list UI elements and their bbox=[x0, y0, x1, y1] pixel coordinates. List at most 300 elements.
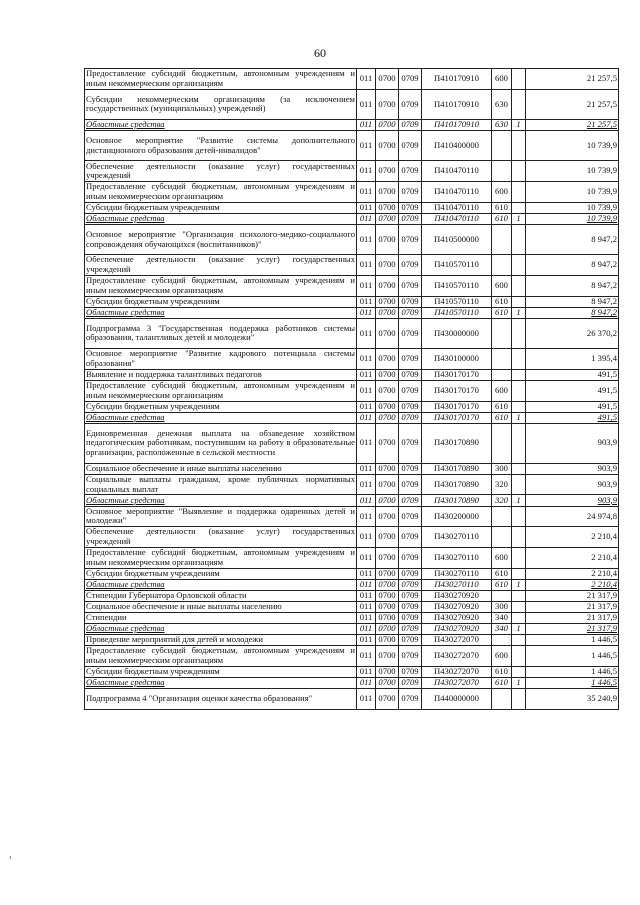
subsection-code: 0709 bbox=[399, 423, 422, 463]
subsection-code: 0709 bbox=[399, 463, 422, 474]
row-name: Предоставление субсидий бюджетным, автономным учреждениям и иным некоммерческим организациям bbox=[86, 547, 355, 567]
amount-value: 8 947,2 bbox=[526, 275, 619, 296]
target-article-code: П430270920 bbox=[422, 590, 492, 601]
amount-value: 1 395,4 bbox=[526, 349, 619, 370]
target-article-code: П430272070 bbox=[422, 635, 492, 646]
ministry-code: 011 bbox=[357, 131, 376, 161]
section-code: 0700 bbox=[376, 401, 399, 412]
amount-value: 1 446,5 bbox=[526, 635, 619, 646]
subsection-code: 0709 bbox=[399, 495, 422, 506]
ministry-code: 011 bbox=[357, 202, 376, 213]
section-code: 0700 bbox=[376, 161, 399, 182]
funding-source-code bbox=[512, 131, 526, 161]
table-row bbox=[85, 307, 619, 318]
amount-value: 2 210,4 bbox=[526, 568, 619, 579]
section-code: 0700 bbox=[376, 307, 399, 318]
target-article-code: П430270110 bbox=[422, 527, 492, 548]
funding-source-code bbox=[512, 646, 526, 667]
table-row bbox=[85, 547, 619, 568]
amount-value: 21 257,5 bbox=[526, 69, 619, 90]
row-name: Обеспечение деятельности (оказание услуг) государственных учреждений bbox=[86, 526, 355, 547]
amount-value: 10 739,9 bbox=[526, 202, 619, 213]
section-code: 0700 bbox=[376, 527, 399, 548]
subsection-code: 0709 bbox=[399, 213, 422, 224]
target-article-code: П410400000 bbox=[422, 131, 492, 161]
amount-value: 21 317,9 bbox=[526, 612, 619, 623]
row-name: Областные средства bbox=[85, 412, 357, 423]
subsection-code: 0709 bbox=[399, 255, 422, 276]
page-number: 60 bbox=[314, 46, 326, 60]
amount-value: 903,9 bbox=[526, 474, 619, 495]
table-row bbox=[85, 590, 619, 601]
expense-type-code: 340 bbox=[492, 624, 512, 635]
expense-type-code: 600 bbox=[492, 275, 512, 296]
table-row bbox=[85, 635, 619, 646]
row-name: Стипендии Губернатора Орловской области bbox=[85, 590, 357, 601]
target-article-code: П430272070 bbox=[422, 646, 492, 667]
funding-source-code bbox=[512, 568, 526, 579]
table-row bbox=[85, 423, 619, 463]
ministry-code: 011 bbox=[357, 474, 376, 495]
expense-type-code: 610 bbox=[492, 412, 512, 423]
target-article-code: П430170170 bbox=[422, 380, 492, 401]
expense-type-code: 610 bbox=[492, 568, 512, 579]
section-code: 0700 bbox=[376, 202, 399, 213]
expense-type-code bbox=[492, 255, 512, 276]
table-row bbox=[85, 349, 619, 370]
subsection-code: 0709 bbox=[399, 506, 422, 527]
subsection-code: 0709 bbox=[399, 401, 422, 412]
funding-source-code: 1 bbox=[512, 624, 526, 635]
ministry-code: 011 bbox=[357, 463, 376, 474]
ministry-code: 011 bbox=[357, 527, 376, 548]
ministry-code: 011 bbox=[357, 318, 376, 348]
expense-type-code bbox=[492, 423, 512, 463]
table-row bbox=[85, 318, 619, 348]
budget-table-body bbox=[85, 69, 619, 710]
amount-value: 10 739,9 bbox=[526, 213, 619, 224]
subsection-code: 0709 bbox=[399, 612, 422, 623]
funding-source-code: 1 bbox=[512, 119, 526, 130]
subsection-code: 0709 bbox=[399, 89, 422, 119]
section-code: 0700 bbox=[376, 568, 399, 579]
row-name: Основное мероприятие "Развитие кадрового потенциала системы образования" bbox=[86, 348, 355, 368]
target-article-code: П430270110 bbox=[422, 568, 492, 579]
row-name: Областные средства bbox=[85, 119, 357, 130]
expense-type-code: 630 bbox=[492, 119, 512, 130]
expense-type-code: 600 bbox=[492, 69, 512, 90]
target-article-code: П430200000 bbox=[422, 506, 492, 527]
row-name: Субсидии бюджетным учреждениям bbox=[85, 202, 357, 213]
funding-source-code: 1 bbox=[512, 412, 526, 423]
target-article-code: П440000000 bbox=[422, 689, 492, 710]
target-article-code: П430270110 bbox=[422, 547, 492, 568]
table-row bbox=[85, 380, 619, 401]
subsection-code: 0709 bbox=[399, 474, 422, 495]
target-article-code: П410170910 bbox=[422, 119, 492, 130]
ministry-code: 011 bbox=[357, 579, 376, 590]
row-name: Субсидии бюджетным учреждениям bbox=[85, 666, 357, 677]
target-article-code: П430272070 bbox=[422, 678, 492, 689]
subsection-code: 0709 bbox=[399, 380, 422, 401]
table-row bbox=[85, 463, 619, 474]
amount-value: 10 739,9 bbox=[526, 161, 619, 182]
section-code: 0700 bbox=[376, 69, 399, 90]
expense-type-code: 600 bbox=[492, 547, 512, 568]
target-article-code: П430100000 bbox=[422, 349, 492, 370]
expense-type-code: 600 bbox=[492, 646, 512, 667]
funding-source-code bbox=[512, 89, 526, 119]
table-row bbox=[85, 69, 619, 90]
table-row bbox=[85, 579, 619, 590]
row-name: Субсидии некоммерческим организациям (за исключением государственных (муниципальных) учреждений) bbox=[85, 89, 357, 119]
ministry-code: 011 bbox=[357, 601, 376, 612]
table-row bbox=[85, 678, 619, 689]
subsection-code: 0709 bbox=[399, 635, 422, 646]
expense-type-code bbox=[492, 131, 512, 161]
table-row bbox=[85, 666, 619, 677]
target-article-code: П410170910 bbox=[422, 89, 492, 119]
section-code: 0700 bbox=[376, 646, 399, 667]
ministry-code: 011 bbox=[357, 275, 376, 296]
section-code: 0700 bbox=[376, 678, 399, 689]
section-code: 0700 bbox=[376, 318, 399, 348]
subsection-code: 0709 bbox=[399, 624, 422, 635]
subsection-code: 0709 bbox=[399, 131, 422, 161]
amount-value: 21 317,9 bbox=[526, 624, 619, 635]
expense-type-code: 610 bbox=[492, 296, 512, 307]
amount-value: 2 210,4 bbox=[526, 579, 619, 590]
row-name: Областные средства bbox=[85, 307, 357, 318]
ministry-code: 011 bbox=[357, 547, 376, 568]
expense-type-code bbox=[492, 527, 512, 548]
section-code: 0700 bbox=[376, 689, 399, 710]
target-article-code: П430270920 bbox=[422, 601, 492, 612]
target-article-code: П410470110 bbox=[422, 202, 492, 213]
table-row bbox=[85, 646, 619, 667]
target-article-code: П410470110 bbox=[422, 182, 492, 203]
subsection-code: 0709 bbox=[399, 369, 422, 380]
funding-source-code: 1 bbox=[512, 678, 526, 689]
row-name: Социальное обеспечение и иные выплаты населению bbox=[85, 463, 357, 474]
target-article-code: П410170910 bbox=[422, 69, 492, 90]
row-name: Стипендии bbox=[85, 612, 357, 623]
amount-value: 21 317,9 bbox=[526, 601, 619, 612]
funding-source-code bbox=[512, 547, 526, 568]
table-row bbox=[85, 601, 619, 612]
ministry-code: 011 bbox=[357, 349, 376, 370]
amount-value: 21 257,5 bbox=[526, 119, 619, 130]
funding-source-code bbox=[512, 423, 526, 463]
table-row bbox=[85, 296, 619, 307]
funding-source-code bbox=[512, 369, 526, 380]
expense-type-code: 610 bbox=[492, 202, 512, 213]
row-name: Субсидии бюджетным учреждениям bbox=[85, 401, 357, 412]
section-code: 0700 bbox=[376, 119, 399, 130]
funding-source-code bbox=[512, 318, 526, 348]
funding-source-code bbox=[512, 380, 526, 401]
row-name: Областные средства bbox=[85, 213, 357, 224]
funding-source-code: 1 bbox=[512, 213, 526, 224]
row-name: Основное мероприятие "Организация психолого-медико-социального сопровождения обучающихся (воспитанников)" bbox=[85, 224, 357, 254]
amount-value: 1 446,5 bbox=[526, 678, 619, 689]
subsection-code: 0709 bbox=[399, 307, 422, 318]
table-row bbox=[85, 568, 619, 579]
section-code: 0700 bbox=[376, 506, 399, 527]
funding-source-code: 1 bbox=[512, 495, 526, 506]
amount-value: 1 446,5 bbox=[526, 646, 619, 667]
section-code: 0700 bbox=[376, 495, 399, 506]
row-name: Подпрограмма 4 "Организация оценки качества образования" bbox=[85, 689, 357, 710]
amount-value: 8 947,2 bbox=[526, 307, 619, 318]
section-code: 0700 bbox=[376, 213, 399, 224]
amount-value: 8 947,2 bbox=[526, 224, 619, 254]
section-code: 0700 bbox=[376, 547, 399, 568]
table-row bbox=[85, 202, 619, 213]
row-name: Основное мероприятие "Выявление и поддержка одаренных детей и молодежи" bbox=[86, 506, 355, 526]
expense-type-code: 320 bbox=[492, 495, 512, 506]
amount-value: 35 240,9 bbox=[526, 689, 619, 710]
row-name: Социальные выплаты гражданам, кроме публичных нормативных социальных выплат bbox=[86, 474, 355, 494]
amount-value: 8 947,2 bbox=[526, 296, 619, 307]
ministry-code: 011 bbox=[357, 568, 376, 579]
ministry-code: 011 bbox=[357, 666, 376, 677]
target-article-code: П430170890 bbox=[422, 423, 492, 463]
table-row bbox=[85, 213, 619, 224]
row-name: Проведение мероприятий для детей и молодежи bbox=[85, 635, 357, 646]
target-article-code: П430170890 bbox=[422, 495, 492, 506]
funding-source-code: 1 bbox=[512, 307, 526, 318]
ministry-code: 011 bbox=[357, 689, 376, 710]
table-row bbox=[85, 369, 619, 380]
amount-value: 21 317,9 bbox=[526, 590, 619, 601]
expense-type-code: 340 bbox=[492, 612, 512, 623]
funding-source-code bbox=[512, 635, 526, 646]
subsection-code: 0709 bbox=[399, 601, 422, 612]
funding-source-code bbox=[512, 666, 526, 677]
ministry-code: 011 bbox=[357, 161, 376, 182]
amount-value: 491,5 bbox=[526, 412, 619, 423]
expense-type-code bbox=[492, 318, 512, 348]
section-code: 0700 bbox=[376, 369, 399, 380]
section-code: 0700 bbox=[376, 579, 399, 590]
amount-value: 26 370,2 bbox=[526, 318, 619, 348]
row-name: Предоставление субсидий бюджетным, автономным учреждениям и иным некоммерческим организациям bbox=[86, 645, 355, 666]
target-article-code: П410470110 bbox=[422, 161, 492, 182]
funding-source-code bbox=[512, 202, 526, 213]
ministry-code: 011 bbox=[357, 590, 376, 601]
target-article-code: П430170890 bbox=[422, 463, 492, 474]
expense-type-code bbox=[492, 161, 512, 182]
funding-source-code bbox=[512, 255, 526, 276]
scan-mark bbox=[10, 856, 11, 859]
subsection-code: 0709 bbox=[399, 296, 422, 307]
row-name: Подпрограмма 3 "Государственная поддержка работников системы образования, талантливых детей и молодежи" bbox=[85, 318, 357, 348]
funding-source-code bbox=[512, 401, 526, 412]
table-row bbox=[85, 412, 619, 423]
subsection-code: 0709 bbox=[399, 689, 422, 710]
table-row bbox=[85, 275, 619, 296]
subsection-code: 0709 bbox=[399, 119, 422, 130]
row-name: Единовременная денежная выплата на обзаведение хозяйством педагогическим работникам, поступившим на работу в образовательные организации, расположенные в сельской местности bbox=[85, 423, 357, 463]
section-code: 0700 bbox=[376, 601, 399, 612]
target-article-code: П410470110 bbox=[422, 213, 492, 224]
amount-value: 491,5 bbox=[526, 369, 619, 380]
ministry-code: 011 bbox=[357, 255, 376, 276]
table-row bbox=[85, 161, 619, 182]
section-code: 0700 bbox=[376, 474, 399, 495]
funding-source-code bbox=[512, 224, 526, 254]
ministry-code: 011 bbox=[357, 635, 376, 646]
row-name: Областные средства bbox=[85, 678, 357, 689]
expense-type-code: 610 bbox=[492, 579, 512, 590]
section-code: 0700 bbox=[376, 131, 399, 161]
section-code: 0700 bbox=[376, 463, 399, 474]
table-row bbox=[85, 224, 619, 254]
subsection-code: 0709 bbox=[399, 275, 422, 296]
table-row bbox=[85, 131, 619, 161]
table-row bbox=[85, 506, 619, 527]
expense-type-code: 610 bbox=[492, 678, 512, 689]
amount-value: 1 446,5 bbox=[526, 666, 619, 677]
row-name: Социальное обеспечение и иные выплаты населению bbox=[85, 601, 357, 612]
row-name: Субсидии бюджетным учреждениям bbox=[85, 296, 357, 307]
ministry-code: 011 bbox=[357, 307, 376, 318]
expense-type-code bbox=[492, 506, 512, 527]
expense-type-code: 610 bbox=[492, 401, 512, 412]
ministry-code: 011 bbox=[357, 213, 376, 224]
funding-source-code: 1 bbox=[512, 579, 526, 590]
funding-source-code bbox=[512, 275, 526, 296]
subsection-code: 0709 bbox=[399, 678, 422, 689]
subsection-code: 0709 bbox=[399, 182, 422, 203]
section-code: 0700 bbox=[376, 349, 399, 370]
table-row bbox=[85, 527, 619, 548]
table-row bbox=[85, 119, 619, 130]
subsection-code: 0709 bbox=[399, 568, 422, 579]
amount-value: 903,9 bbox=[526, 463, 619, 474]
target-article-code: П430270110 bbox=[422, 579, 492, 590]
expense-type-code bbox=[492, 689, 512, 710]
row-name: Предоставление субсидий бюджетным, автономным учреждениям и иным некоммерческим организациям bbox=[86, 181, 355, 201]
ministry-code: 011 bbox=[357, 401, 376, 412]
target-article-code: П430270920 bbox=[422, 624, 492, 635]
funding-source-code bbox=[512, 161, 526, 182]
section-code: 0700 bbox=[376, 255, 399, 276]
section-code: 0700 bbox=[376, 624, 399, 635]
expense-type-code: 610 bbox=[492, 213, 512, 224]
row-name: Обеспечение деятельности (оказание услуг) государственных учреждений bbox=[86, 160, 355, 181]
funding-source-code bbox=[512, 69, 526, 90]
table-row bbox=[85, 401, 619, 412]
amount-value: 903,9 bbox=[526, 423, 619, 463]
amount-value: 21 257,5 bbox=[526, 89, 619, 119]
row-name: Предоставление субсидий бюджетным, автономным учреждениям и иным некоммерческим организациям bbox=[86, 68, 355, 88]
expense-type-code bbox=[492, 635, 512, 646]
amount-value: 10 739,9 bbox=[526, 182, 619, 203]
ministry-code: 011 bbox=[357, 678, 376, 689]
subsection-code: 0709 bbox=[399, 349, 422, 370]
target-article-code: П430170170 bbox=[422, 401, 492, 412]
expense-type-code: 630 bbox=[492, 89, 512, 119]
row-name: Обеспечение деятельности (оказание услуг) государственных учреждений bbox=[86, 254, 355, 275]
row-name: Областные средства bbox=[85, 624, 357, 635]
section-code: 0700 bbox=[376, 412, 399, 423]
table-row bbox=[85, 689, 619, 710]
expense-type-code: 300 bbox=[492, 463, 512, 474]
subsection-code: 0709 bbox=[399, 547, 422, 568]
amount-value: 2 210,4 bbox=[526, 527, 619, 548]
subsection-code: 0709 bbox=[399, 579, 422, 590]
target-article-code: П430170170 bbox=[422, 369, 492, 380]
expense-type-code: 610 bbox=[492, 307, 512, 318]
section-code: 0700 bbox=[376, 612, 399, 623]
expense-type-code: 610 bbox=[492, 666, 512, 677]
funding-source-code bbox=[512, 527, 526, 548]
target-article-code: П430000000 bbox=[422, 318, 492, 348]
target-article-code: П410570110 bbox=[422, 275, 492, 296]
funding-source-code bbox=[512, 506, 526, 527]
ministry-code: 011 bbox=[357, 69, 376, 90]
amount-value: 491,5 bbox=[526, 401, 619, 412]
expense-type-code bbox=[492, 349, 512, 370]
section-code: 0700 bbox=[376, 635, 399, 646]
ministry-code: 011 bbox=[357, 182, 376, 203]
table-row bbox=[85, 255, 619, 276]
ministry-code: 011 bbox=[357, 412, 376, 423]
ministry-code: 011 bbox=[357, 224, 376, 254]
target-article-code: П430270920 bbox=[422, 612, 492, 623]
section-code: 0700 bbox=[376, 666, 399, 677]
expense-type-code: 320 bbox=[492, 474, 512, 495]
amount-value: 491,5 bbox=[526, 380, 619, 401]
funding-source-code bbox=[512, 612, 526, 623]
section-code: 0700 bbox=[376, 89, 399, 119]
ministry-code: 011 bbox=[357, 423, 376, 463]
table-row bbox=[85, 89, 619, 119]
row-name: Субсидии бюджетным учреждениям bbox=[85, 568, 357, 579]
row-name: Предоставление субсидий бюджетным, автономным учреждениям и иным некоммерческим организациям bbox=[86, 275, 355, 295]
ministry-code: 011 bbox=[357, 506, 376, 527]
target-article-code: П410500000 bbox=[422, 224, 492, 254]
subsection-code: 0709 bbox=[399, 224, 422, 254]
section-code: 0700 bbox=[376, 296, 399, 307]
ministry-code: 011 bbox=[357, 89, 376, 119]
target-article-code: П430272070 bbox=[422, 666, 492, 677]
table-row bbox=[85, 495, 619, 506]
funding-source-code bbox=[512, 601, 526, 612]
funding-source-code bbox=[512, 296, 526, 307]
table-row bbox=[85, 624, 619, 635]
subsection-code: 0709 bbox=[399, 412, 422, 423]
row-name: Основное мероприятие "Развитие системы дополнительного дистанционного образования детей-инвалидов" bbox=[85, 131, 357, 161]
amount-value: 10 739,9 bbox=[526, 131, 619, 161]
amount-value: 903,9 bbox=[526, 495, 619, 506]
ministry-code: 011 bbox=[357, 380, 376, 401]
funding-source-code bbox=[512, 590, 526, 601]
row-name: Выявление и поддержка талантливых педагогов bbox=[85, 369, 357, 380]
subsection-code: 0709 bbox=[399, 69, 422, 90]
budget-table bbox=[84, 68, 619, 710]
target-article-code: П410570110 bbox=[422, 307, 492, 318]
section-code: 0700 bbox=[376, 224, 399, 254]
subsection-code: 0709 bbox=[399, 590, 422, 601]
expense-type-code bbox=[492, 224, 512, 254]
section-code: 0700 bbox=[376, 182, 399, 203]
subsection-code: 0709 bbox=[399, 318, 422, 348]
subsection-code: 0709 bbox=[399, 527, 422, 548]
ministry-code: 011 bbox=[357, 119, 376, 130]
